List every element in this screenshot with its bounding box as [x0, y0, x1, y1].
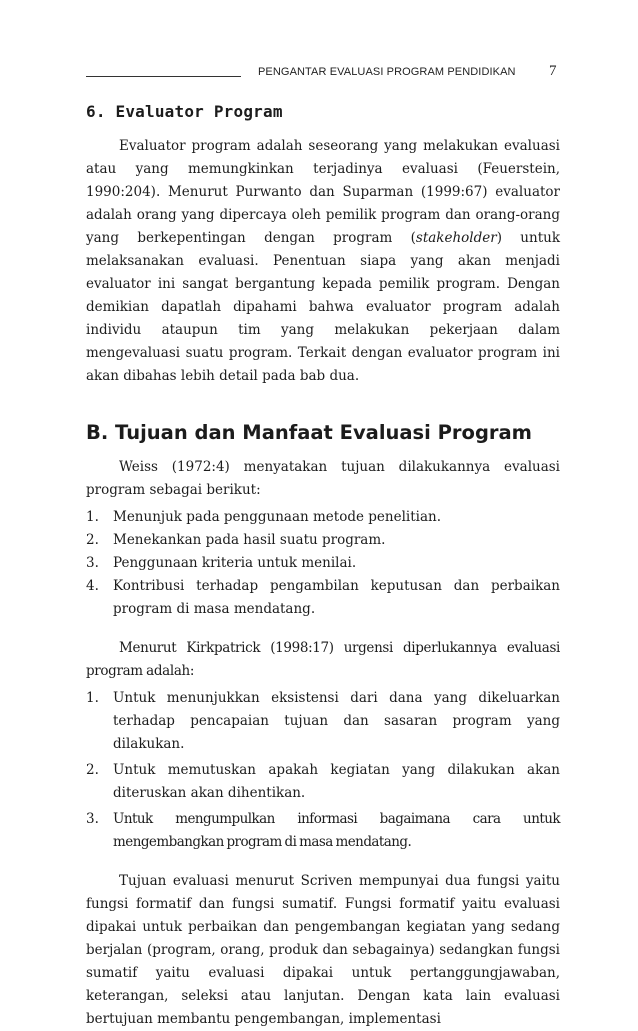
section-6-paragraph: Evaluator program adalah seseorang yang melakukan evaluasi atau yang memungkinkan terjadinya evaluasi (Feuerstein, 1990:204). Menurut Purwanto dan Suparman (1999:67) evaluator adalah orang yang dipercaya oleh pemilik program dan orang-orang yang berkepentingan dengan program (stakeholder) untuk melaksanakan evaluasi. Penentuan siapa yang akan menjadi evaluator ini sangat bergantung kepada pemilik program. Dengan demikian dapatlah dipahami bahwa evaluator program adalah individu ataupun tim yang melakukan pekerjaan dalam mengevaluasi suatu program. Terkait dengan evaluator program ini akan dibahas lebih detail pada bab dua.: [86, 138, 560, 384]
intro-kirkpatrick: Menurut Kirkpatrick (1998:17) urgensi diperlukannya evaluasi program adalah:: [86, 640, 560, 679]
list-item: 2. Menekankan pada hasil suatu program.: [86, 532, 386, 548]
list-item: 4. Kontribusi terhadap pengambilan keputusan dan perbaikan program di masa mendatang.: [86, 578, 560, 617]
list-item: 3. Untuk mengumpulkan informasi bagaimana cara untuk mengembangkan program di masa mendatang.: [86, 811, 560, 850]
list-item: 2. Untuk memutuskan apakah kegiatan yang dilakukan akan diteruskan akan dihentikan.: [86, 762, 560, 801]
list-item: 1. Menunjuk pada penggunaan metode penelitian.: [86, 509, 441, 525]
intro-weiss: Weiss (1972:4) menyatakan tujuan dilakukannya evaluasi program sebagai berikut:: [86, 459, 560, 498]
scriven-paragraph: Tujuan evaluasi menurut Scriven mempunyai dua fungsi yaitu fungsi formatif dan fungsi sumatif. Fungsi formatif yaitu evaluasi dipakai untuk perbaikan dan pengembangan kegiatan yang sedang berjalan (program, orang, produk dan sebagainya) sedangkan fungsi sumatif yaitu evaluasi dipakai untuk pertanggungjawaban, keterangan, seleksi atau lanjutan. Dengan kata lain evaluasi bertujuan membantu pengembangan, implementasi: [86, 873, 560, 1027]
list-item: 3. Penggunaan kriteria untuk menilai.: [86, 555, 357, 571]
page-body: [86, 101, 560, 1031]
running-head: PENGANTAR EVALUASI PROGRAM PENDIDIKAN: [258, 66, 516, 78]
list-item: 1. Untuk menunjukkan eksistensi dari dana yang dikeluarkan terhadap pencapaian tujuan dan sasaran program yang dilakukan.: [86, 690, 560, 752]
section-b-heading: B. Tujuan dan Manfaat Evaluasi Program: [86, 421, 532, 444]
page-number: 7: [549, 63, 557, 79]
kirkpatrick-list: [86, 687, 560, 854]
header-rule: [86, 76, 241, 77]
section-6-heading: 6. Evaluator Program: [86, 102, 283, 121]
weiss-list: [86, 506, 560, 621]
stakeholder-term: stakeholder: [415, 230, 497, 246]
